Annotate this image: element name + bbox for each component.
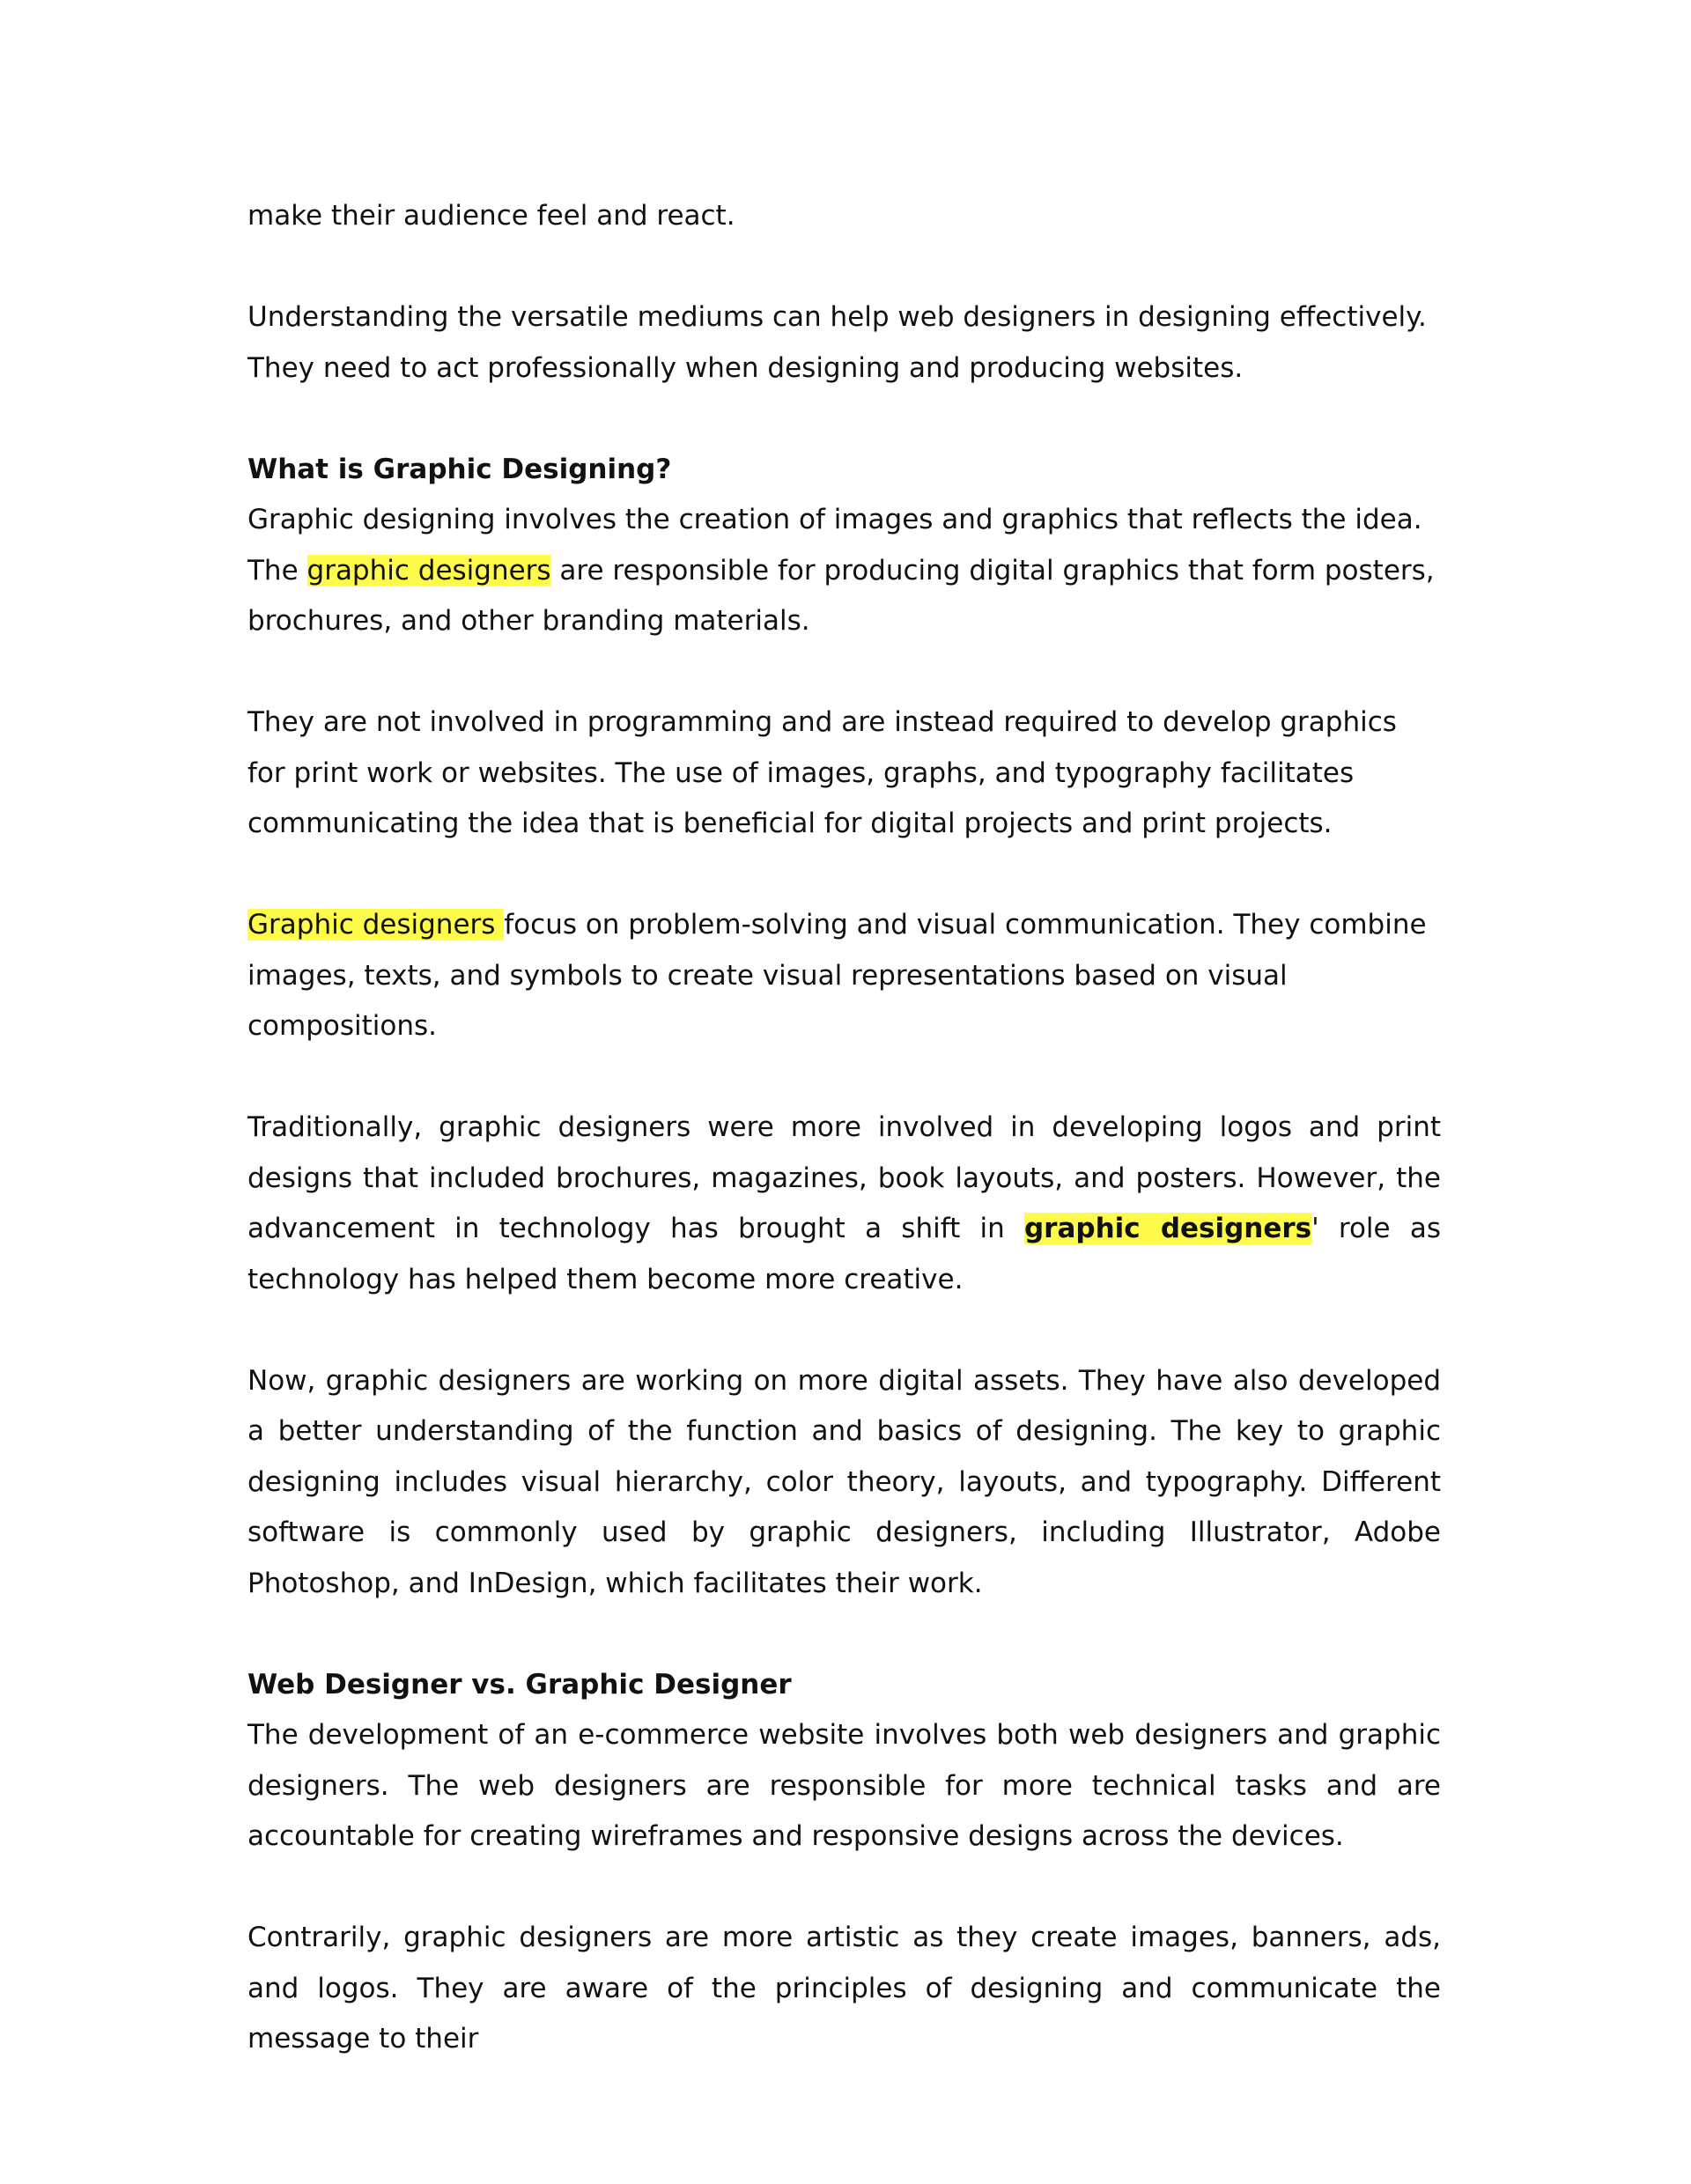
paragraph-contrarily	[247, 1913, 1441, 2065]
paragraph-text: Understanding the versatile mediums can help web designers in designing effectively. They need to act professionally when designing and producing websites.	[247, 301, 1427, 384]
paragraph-text: ' role as technology has helped them become more creative.	[247, 1213, 1442, 1295]
section-heading-graphic-designing: What is Graphic Designing?	[247, 453, 672, 485]
section-heading-web-vs-graphic: Web Designer vs. Graphic Designer	[247, 1668, 792, 1701]
paragraph-mediums	[247, 292, 1441, 394]
paragraph-digital-assets	[247, 1356, 1441, 1610]
paragraph-text: Now, graphic designers are working on more digital assets. They have also developed a better understanding of the function and basics of designing. The key to graphic designing includes visual hierarchy, color theory, layouts, and typography. Different software is commonly used by graphic designers, including Illustrator, Adobe Photoshop, and InDesign, which facilitates their work.	[247, 1364, 1441, 1599]
paragraph-text: Traditionally, graphic designers were more involved in developing logos and print designs that included brochures, magazines, book layouts, and posters. However, the advancement in technology has brought a shift in	[247, 1111, 1441, 1244]
paragraph-focus	[247, 900, 1441, 1052]
paragraph-graphic-definition	[247, 495, 1441, 647]
paragraph-traditionally	[247, 1103, 1441, 1305]
paragraph-text: The development of an e-commerce website involves both web designers and graphic designers. The web designers are responsible for more technical tasks and are accountable for creating wireframes and responsive designs across the devices.	[247, 1719, 1441, 1852]
highlighted-term: Graphic designers	[247, 909, 505, 941]
paragraph-text: make their audience feel and react.	[247, 200, 735, 232]
paragraph-text: Graphic designing involves the creation of images and graphics that reflects the idea. The	[247, 504, 1422, 587]
paragraph-not-programming	[247, 697, 1441, 850]
paragraph-text: Contrarily, graphic designers are more artistic as they create images, banners, ads, and logos. They are aware of the principles of designing and communicate the message to their	[247, 1922, 1441, 2055]
paragraph-text: They are not involved in programming and are instead required to develop graphics for print work or websites. The use of images, graphs, and typography facilitates communicating the idea that is beneficial for digital projects and print projects.	[247, 706, 1397, 839]
paragraph-intro-end	[247, 191, 1441, 242]
paragraph-text: are responsible for producing digital graphics that form posters, brochures, and other branding materials.	[247, 554, 1435, 637]
highlighted-term: graphic designers	[1023, 1213, 1312, 1244]
document-body	[247, 191, 1441, 2115]
paragraph-ecommerce	[247, 1710, 1441, 1863]
paragraph-text: focus on problem-solving and visual communication. They combine images, texts, and symbols to create visual representations based on visual compositions.	[247, 909, 1427, 1042]
highlighted-term: graphic designers	[306, 554, 551, 587]
